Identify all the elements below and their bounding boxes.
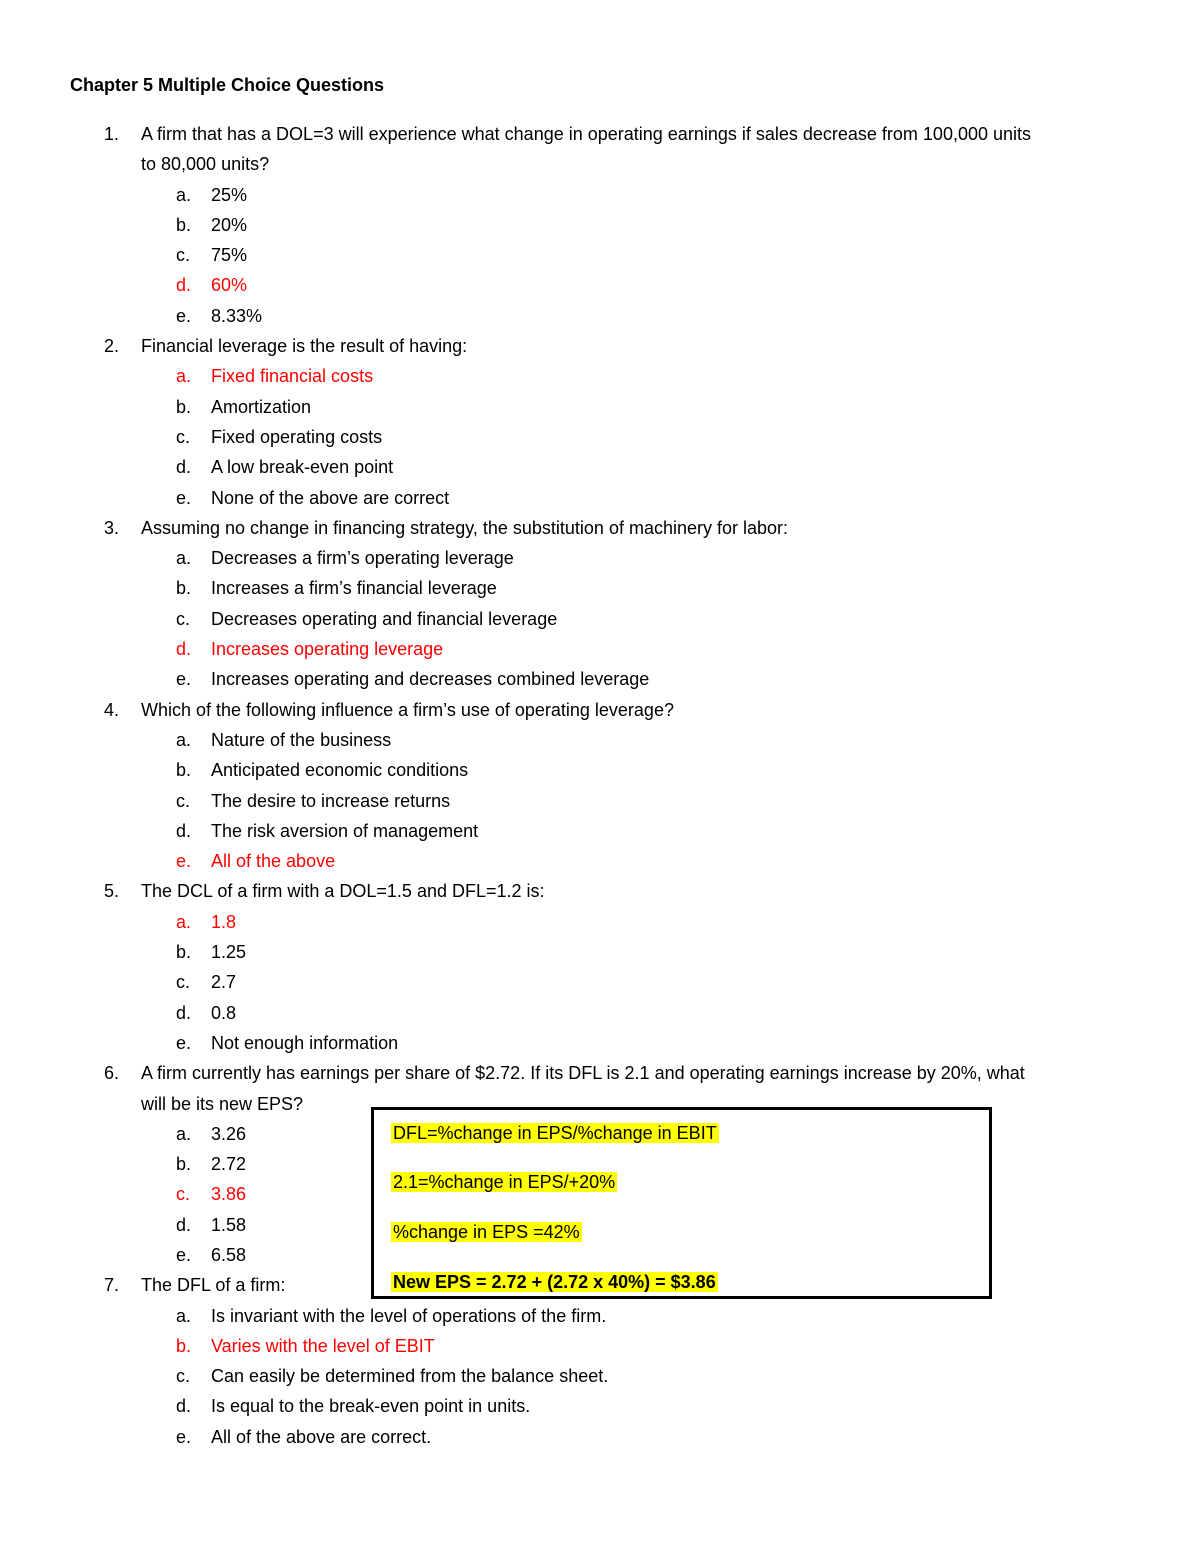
question-number: 2. [104,336,120,357]
option-letter: c. [176,1366,191,1387]
option-letter: c. [176,245,191,266]
option-text: The desire to increase returns [211,790,451,811]
option-text: Fixed financial costs [211,366,374,387]
option-letter: e. [176,669,192,690]
option-letter: e. [176,305,192,326]
option-letter: d. [176,1002,192,1023]
highlighted-text: %change in EPS =42% [393,1222,580,1242]
option-letter: a. [176,1123,192,1144]
answer-option [0,240,1200,270]
option-text: 3.26 [211,1123,247,1144]
question-text: Which of the following influence a firm’s use of operating leverage? [141,699,674,720]
calculation-line [391,1270,718,1294]
answer-option-correct [0,846,1200,876]
answer-option [0,1028,1200,1058]
option-text: Nature of the business [211,729,392,750]
question-text: Assuming no change in financing strategy, the substitution of machinery for labor: [141,517,789,538]
option-text: Is invariant with the level of operations of the firm. [211,1305,607,1326]
option-text: 1.58 [211,1214,247,1235]
option-text: Decreases operating and financial leverage [211,608,558,629]
question-text: to 80,000 units? [141,154,270,175]
question-number: 1. [104,124,120,144]
highlighted-text: DFL=%change in EPS/%change in EBIT [393,1123,717,1143]
answer-option [0,452,1200,482]
option-text: Increases operating leverage [211,639,444,660]
option-letter: b. [176,942,192,963]
option-text: 8.33% [211,305,263,326]
option-letter: a. [176,911,192,932]
option-text: Decreases a firm’s operating leverage [211,548,514,569]
option-text: Varies with the level of EBIT [211,1335,435,1356]
option-letter: c. [176,972,191,993]
option-letter: c. [176,1184,191,1205]
option-text: 3.86 [211,1184,247,1205]
option-letter: b. [176,760,192,781]
option-letter: b. [176,1335,192,1356]
option-letter: a. [176,548,192,569]
question-line [0,149,1200,179]
option-letter: d. [176,457,192,478]
option-text: 6.58 [211,1244,247,1265]
question-line [0,119,1200,149]
question-text: The DCL of a firm with a DOL=1.5 and DFL=1.2 is: [141,881,545,902]
answer-option [0,1422,1200,1452]
answer-option-correct [0,270,1200,300]
answer-option [0,483,1200,513]
answer-option-correct [0,907,1200,937]
answer-option-correct [0,1331,1200,1361]
option-text: All of the above [211,851,336,872]
option-letter: b. [176,1154,192,1175]
option-text: 0.8 [211,1002,237,1023]
answer-option [0,1361,1200,1391]
option-text: Increases a firm’s financial leverage [211,578,497,599]
question-number: 6. [104,1063,120,1084]
option-letter: d. [176,1396,192,1417]
answer-option-correct [0,634,1200,664]
option-letter: d. [176,639,192,660]
answer-option-correct [0,361,1200,391]
option-letter: d. [176,275,192,296]
answer-option [0,180,1200,210]
option-text: Not enough information [211,1032,399,1053]
answer-option [0,1391,1200,1421]
answer-option [0,1301,1200,1331]
option-letter: c. [176,790,191,811]
option-letter: b. [176,214,192,235]
question-line [0,1058,1200,1088]
answer-option [0,301,1200,331]
question-line [0,513,1200,543]
answer-option [0,998,1200,1028]
calculation-line [391,1170,617,1194]
option-letter: a. [176,1305,192,1326]
option-letter: e. [176,487,192,508]
question-number: 4. [104,699,120,720]
option-text: 60% [211,275,248,296]
option-text: Anticipated economic conditions [211,760,469,781]
option-letter: c. [176,608,191,629]
option-text: The risk aversion of management [211,820,479,841]
option-letter: d. [176,820,192,841]
option-letter: d. [176,1214,192,1235]
option-letter: e. [176,1426,192,1447]
answer-option [0,210,1200,240]
question-number: 3. [104,517,120,538]
question-line [0,695,1200,725]
answer-option [0,725,1200,755]
question-line [0,876,1200,906]
option-text: 1.8 [211,911,237,932]
answer-option [0,816,1200,846]
option-text: None of the above are correct [211,487,450,508]
answer-option [0,786,1200,816]
calculation-line [391,1121,719,1145]
question-text: A firm that has a DOL=3 will experience what change in operating earnings if sales decrease from 100,000 units [141,124,1032,144]
option-text: Is equal to the break-even point in units. [211,1396,531,1417]
option-text: Fixed operating costs [211,426,383,447]
calculation-line [391,1220,582,1244]
answer-option [0,573,1200,603]
answer-option [0,967,1200,997]
option-text: 20% [211,214,248,235]
option-letter: b. [176,396,192,417]
option-letter: a. [176,184,192,205]
answer-option [0,543,1200,573]
question-number: 7. [104,1275,120,1296]
option-text: Increases operating and decreases combined leverage [211,669,650,690]
option-text: All of the above are correct. [211,1426,432,1447]
eps-calculation-box [371,1107,992,1299]
option-text: 2.7 [211,972,237,993]
option-letter: e. [176,851,192,872]
option-letter: e. [176,1032,192,1053]
question-text: A firm currently has earnings per share of $2.72. If its DFL is 2.1 and operating earnings increase by 20%, what [141,1063,1025,1084]
page-title: Chapter 5 Multiple Choice Questions [70,75,385,95]
highlighted-text: New EPS = 2.72 + (2.72 x 40%) = $3.86 [393,1272,716,1292]
option-text: Amortization [211,396,312,417]
answer-option [0,664,1200,694]
option-letter: e. [176,1244,192,1265]
question-text: Financial leverage is the result of having: [141,336,468,357]
option-text: 2.72 [211,1154,247,1175]
option-text: 75% [211,245,248,266]
answer-option [0,392,1200,422]
option-letter: a. [176,729,192,750]
question-number: 5. [104,881,120,902]
question-line [0,331,1200,361]
answer-option [0,422,1200,452]
answer-option [0,604,1200,634]
highlighted-text: 2.1=%change in EPS/+20% [393,1172,616,1192]
option-letter: a. [176,366,192,387]
answer-option [0,937,1200,967]
option-letter: b. [176,578,192,599]
question-text: The DFL of a firm: [141,1275,286,1296]
question-text: will be its new EPS? [141,1093,304,1114]
option-text: A low break-even point [211,457,394,478]
answer-option [0,755,1200,785]
option-letter: c. [176,426,191,447]
option-text: Can easily be determined from the balance sheet. [211,1366,609,1387]
option-text: 25% [211,184,248,205]
option-text: 1.25 [211,942,247,963]
